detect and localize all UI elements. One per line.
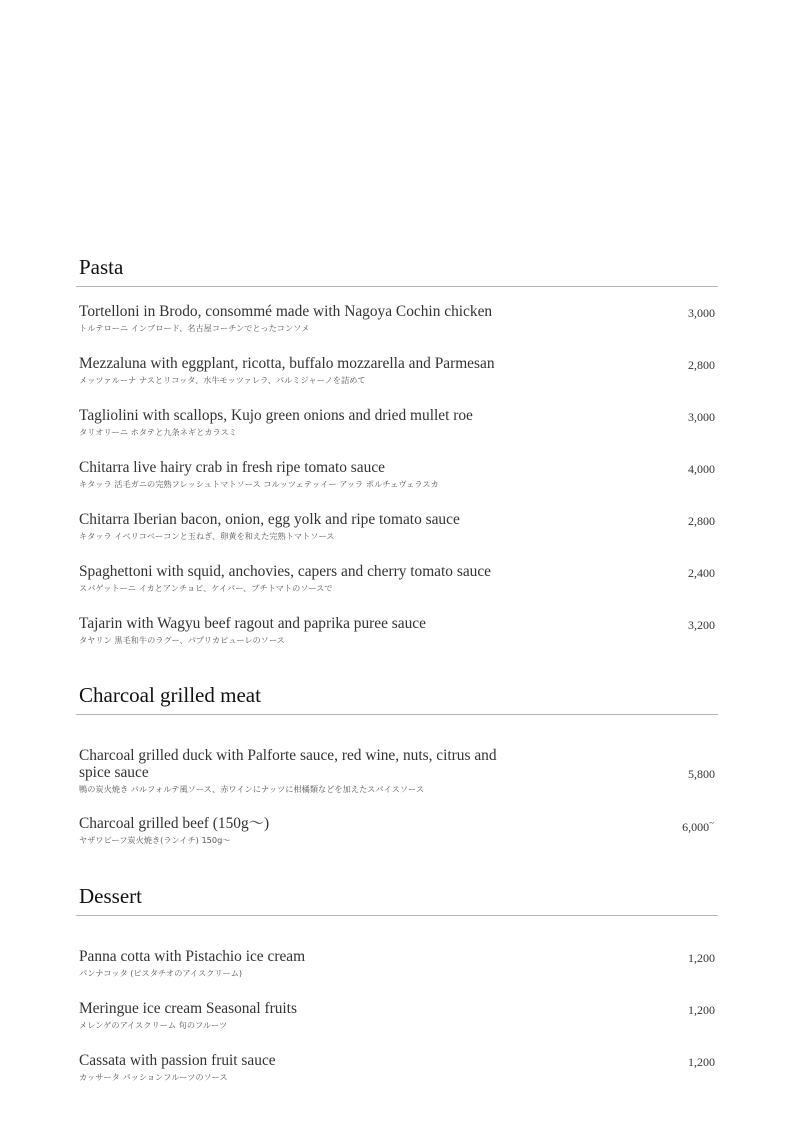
- item-name: Mezzaluna with eggplant, ricotta, buffalo mozzarella and Parmesan: [79, 355, 495, 372]
- item-name: Tagliolini with scallops, Kujo green onions and dried mullet roe: [79, 407, 473, 424]
- item-price: 2,800: [688, 358, 715, 372]
- item-name: Charcoal grilled beef (150g〜): [79, 815, 270, 832]
- item-japanese-name: タリオリーニ ホタテと九条ネギとカラスミ: [79, 427, 237, 437]
- item-japanese-name: メレンゲのアイスクリーム 旬のフルーツ: [79, 1020, 228, 1030]
- item-name: Charcoal grilled duck with Palforte sauce, red wine, nuts, citrus and spice sauce: [79, 747, 497, 781]
- section-divider: [76, 286, 718, 287]
- item-price: 3,000: [688, 410, 715, 424]
- item-price: 1,200: [688, 1055, 715, 1069]
- item-japanese-name: パンナコッタ (ピスタチオのアイスクリーム): [79, 968, 243, 978]
- item-japanese-name: キタッラ 活毛ガニの完熟フレッシュトマトソース コルッツェテッイー アッラ ポルチェヴェラスカ: [79, 479, 439, 489]
- item-price: 3,200: [688, 618, 715, 632]
- item-japanese-name: メッツァルーナ ナスとリコッタ、水牛モッツァレラ、パルミジャーノを詰めて: [79, 375, 366, 385]
- menu-item: [79, 815, 715, 846]
- item-japanese-name: スパゲットーニ イカとアンチョビ、ケイパー、プチトマトのソースで: [79, 583, 333, 593]
- item-price: 3,000: [688, 306, 715, 320]
- item-name: Meringue ice cream Seasonal fruits: [79, 1000, 297, 1017]
- item-name: Tajarin with Wagyu beef ragout and paprika puree sauce: [79, 615, 426, 632]
- item-name: Chitarra Iberian bacon, onion, egg yolk and ripe tomato sauce: [79, 511, 460, 528]
- item-price: 1,200: [688, 951, 715, 965]
- section-divider: [76, 714, 718, 715]
- item-name: Chitarra live hairy crab in fresh ripe tomato sauce: [79, 459, 385, 476]
- menu-item: [79, 1000, 715, 1031]
- item-price: 5,800: [688, 767, 715, 781]
- section-title: Charcoal grilled meat: [79, 683, 261, 707]
- item-japanese-name: キタッラ イベリコベーコンと玉ねぎ、卵黄を和えた完熟トマトソース: [79, 531, 335, 541]
- section-dessert: [76, 883, 718, 916]
- menu-item: [79, 407, 715, 438]
- menu-item: [79, 948, 715, 979]
- item-price: [682, 818, 714, 835]
- item-price-value: 6,000: [682, 820, 710, 834]
- item-japanese-name: タヤリン 黒毛和牛のラグー、パプリカピューレのソース: [79, 635, 285, 645]
- item-japanese-name: 鴨の炭火焼き パルフォルテ風ソース、赤ワインにナッツに柑橘類などを加えたスパイスソース: [79, 784, 425, 794]
- item-japanese-name: カッサータ パッションフルーツのソース: [79, 1072, 228, 1082]
- menu-item: [79, 1052, 715, 1083]
- item-name: Panna cotta with Pistachio ice cream: [79, 948, 306, 965]
- menu-item: [79, 511, 715, 542]
- item-price: 1,200: [688, 1003, 715, 1017]
- menu-item: [79, 563, 715, 594]
- section-title: Pasta: [79, 255, 124, 279]
- section-divider: [76, 915, 718, 916]
- item-name: Spaghettoni with squid, anchovies, capers and cherry tomato sauce: [79, 563, 492, 580]
- section-pasta: [76, 254, 718, 287]
- item-japanese-name: トルテローニ インブロード、名古屋コーチンでとったコンソメ: [79, 323, 310, 333]
- item-japanese-name: ヤザワビーフ炭火焼き(ランイチ) 150g〜: [79, 835, 231, 845]
- item-price: 2,400: [688, 566, 715, 580]
- menu-item: [79, 615, 715, 646]
- menu-item: [79, 459, 715, 490]
- menu-item: [79, 355, 715, 386]
- menu-item: [79, 303, 715, 334]
- item-price-suffix: ~: [709, 818, 714, 828]
- item-name: Tortelloni in Brodo, consommé made with Nagoya Cochin chicken: [79, 303, 493, 320]
- section-title: Dessert: [79, 884, 142, 908]
- item-name: Cassata with passion fruit sauce: [79, 1052, 276, 1069]
- item-price: 2,800: [688, 514, 715, 528]
- section-charcoal-grilled-meat: [76, 682, 718, 715]
- menu-item: [79, 747, 715, 795]
- item-price: 4,000: [688, 462, 715, 476]
